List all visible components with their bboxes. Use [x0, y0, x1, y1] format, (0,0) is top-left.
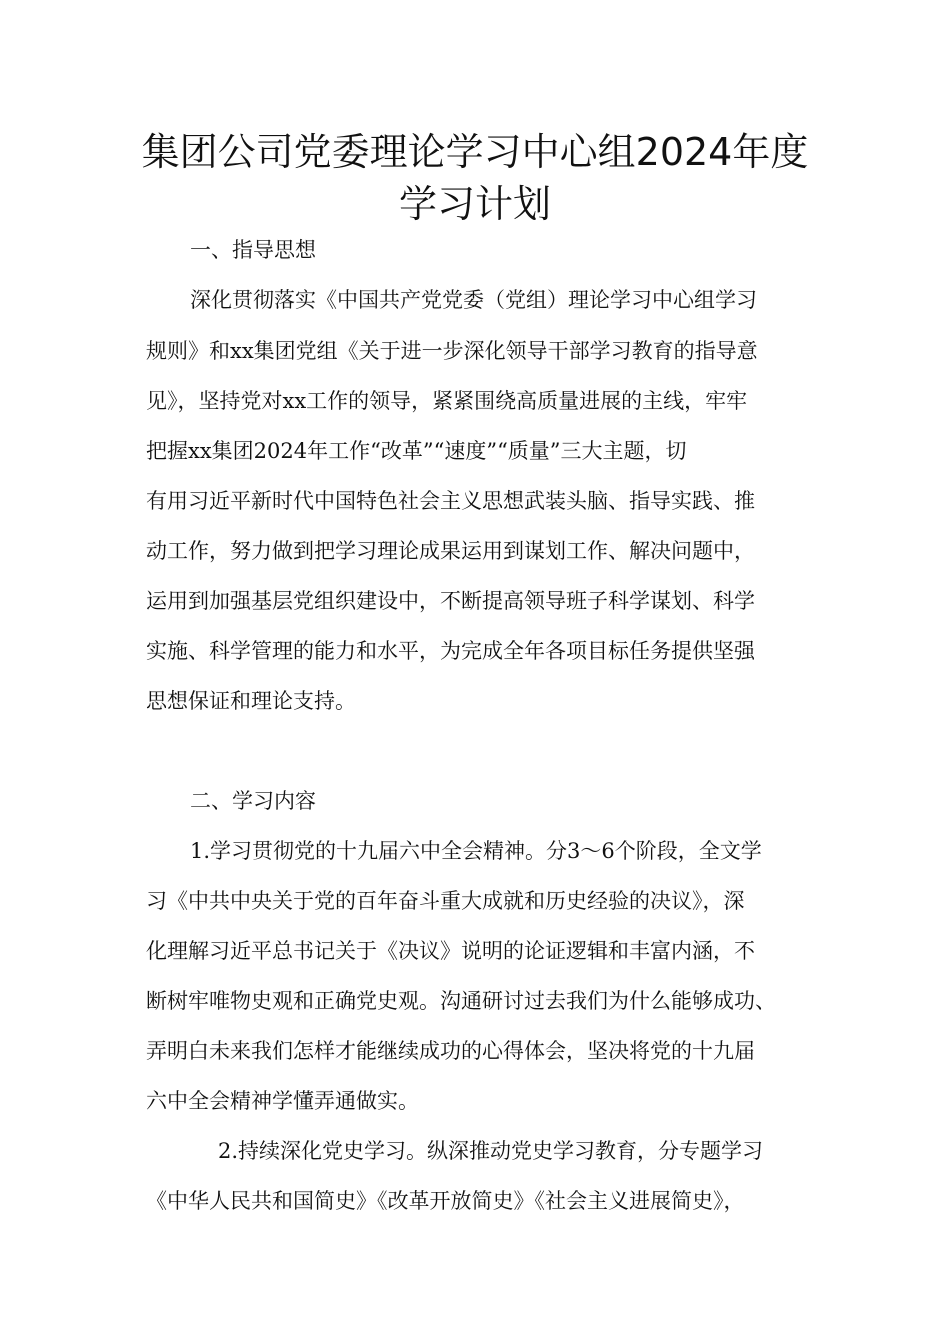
- paragraph-line: 弄明白未来我们怎样才能继续成功的心得体会，坚决将党的十九届: [146, 1039, 755, 1063]
- document-title: 集团公司党委理论学习中心组2024年度学习计划: [141, 130, 809, 226]
- paragraph-line: 动工作，努力做到把学习理论成果运用到谋划工作、解决问题中，: [146, 539, 755, 563]
- paragraph-line: 实施、科学管理的能力和水平，为完成全年各项目标任务提供坚强: [146, 639, 755, 663]
- section-heading-study-content: 二、学习内容: [190, 789, 316, 813]
- paragraph-line: 见》，坚持党对xx工作的领导，紧紧围绕高质量进展的主线，牢牢: [146, 389, 748, 413]
- paragraph-line: 有用习近平新时代中国特色社会主义思想武装头脑、指导实践、推: [146, 489, 755, 513]
- paragraph-line: 2.持续深化党史学习。纵深推动党史学习教育，分专题学习: [218, 1139, 764, 1163]
- paragraph-line: 思想保证和理论支持。: [146, 689, 356, 713]
- paragraph-line: 化理解习近平总书记关于《决议》说明的论证逻辑和丰富内涵，不: [146, 939, 755, 963]
- paragraph-line: 运用到加强基层党组织建设中，不断提高领导班子科学谋划、科学: [146, 589, 755, 613]
- paragraph-line: 把握xx集团2024年工作“改革”“速度”“质量”三大主题，切: [146, 439, 687, 463]
- paragraph-line: 1.学习贯彻党的十九届六中全会精神。分3～6个阶段，全文学: [190, 839, 762, 863]
- paragraph-line: 规则》和xx集团党组《关于进一步深化领导干部学习教育的指导意: [146, 339, 758, 363]
- paragraph-line: 深化贯彻落实《中国共产党党委（党组）理论学习中心组学习: [190, 288, 757, 312]
- paragraph-line: 习《中共中央关于党的百年奋斗重大成就和历史经验的决议》，深: [146, 889, 745, 913]
- section-heading-guiding-thought: 一、指导思想: [190, 238, 316, 262]
- paragraph-line: 六中全会精神学懂弄通做实。: [146, 1089, 419, 1113]
- paragraph-line: 断树牢唯物史观和正确党史观。沟通研讨过去我们为什么能够成功、: [146, 989, 776, 1013]
- paragraph-line: 《中华人民共和国简史》《改革开放简史》《社会主义进展简史》，: [146, 1189, 745, 1213]
